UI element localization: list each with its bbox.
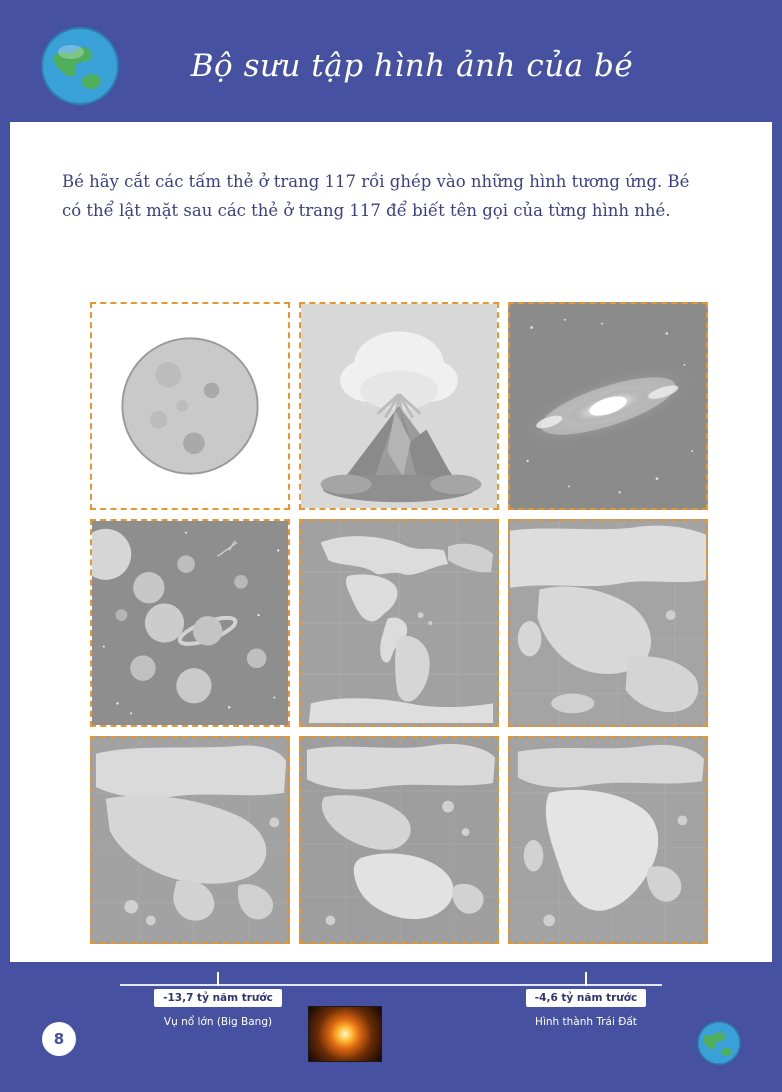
- globe-icon: [38, 24, 122, 108]
- card-map-asia[interactable]: [90, 736, 290, 944]
- galaxy-illustration: [510, 304, 706, 508]
- instruction-line-2: có thể lật mặt sau các thẻ ở trang 117 để biết tên gọi của từng hình nhé.: [62, 200, 671, 220]
- world-map-africa: [510, 738, 706, 942]
- timeline-tick: [585, 972, 587, 986]
- timeline-label: -13,7 tỷ năm trước: [154, 989, 282, 1007]
- globe-icon: [696, 1020, 742, 1066]
- instruction-line-1: Bé hãy cắt các tấm thẻ ở trang 117 rồi ghép vào những hình tương ứng. Bé: [62, 172, 690, 191]
- page-footer: [10, 962, 772, 1082]
- world-map-asia: [92, 738, 288, 942]
- card-galaxy[interactable]: [508, 302, 708, 510]
- card-volcano[interactable]: [299, 302, 499, 510]
- card-solar-system[interactable]: [90, 519, 290, 727]
- card-map-africa[interactable]: [508, 736, 708, 944]
- timeline-caption: Vụ nổ lớn (Big Bang): [163, 1016, 273, 1028]
- page-number: 8: [42, 1022, 76, 1056]
- page-header: [10, 10, 772, 122]
- timeline-tick: [217, 972, 219, 986]
- solar-system-illustration: [92, 521, 288, 725]
- card-map-oceania[interactable]: [299, 736, 499, 944]
- timeline-event-big-bang: [128, 972, 308, 1028]
- card-grid: [90, 302, 708, 944]
- card-map-americas[interactable]: [299, 519, 499, 727]
- timeline-event-earth-formation: [496, 972, 676, 1028]
- timeline-caption: Hình thành Trái Đất: [535, 1016, 637, 1028]
- card-map-europe[interactable]: [508, 519, 708, 727]
- card-moon[interactable]: [90, 302, 290, 510]
- timeline-label: -4,6 tỷ năm trước: [526, 989, 646, 1007]
- big-bang-photo: [308, 1006, 382, 1062]
- volcano-illustration: [301, 304, 497, 508]
- moon-illustration: [92, 304, 288, 508]
- world-map-europe: [510, 521, 706, 725]
- page-title: Bộ sưu tập hình ảnh của bé: [190, 48, 634, 84]
- world-map-oceania: [301, 738, 497, 942]
- instruction-text: [62, 168, 742, 226]
- world-map-americas: [301, 521, 497, 725]
